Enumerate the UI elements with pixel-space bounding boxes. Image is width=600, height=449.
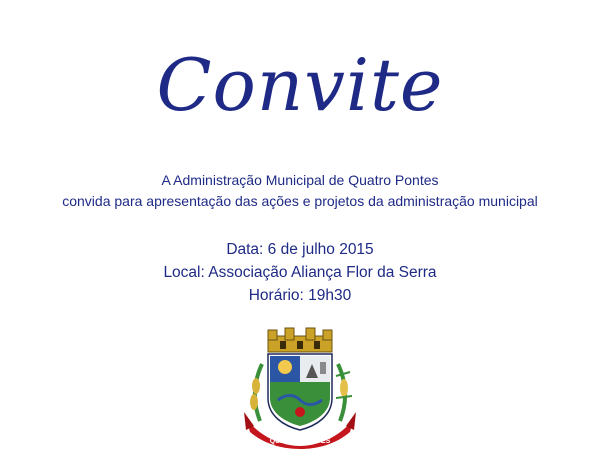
wheat-icon [250, 364, 262, 421]
event-location: Local: Associação Aliança Flor da Serra [163, 264, 437, 281]
crown-icon [268, 328, 332, 352]
municipal-crest-icon [240, 326, 360, 449]
intro-line-1: A Administração Municipal de Quatro Pontes [161, 172, 439, 188]
corn-icon [336, 364, 352, 421]
event-details [0, 238, 600, 307]
intro-line-2: convida para apresentação das ações e projetos da administração municipal [62, 193, 538, 209]
event-time: Horário: 19h30 [248, 287, 352, 304]
shield-icon [268, 354, 332, 430]
page-title: Convite [156, 43, 444, 127]
intro-text [0, 170, 600, 212]
event-date: Data: 6 de julho 2015 [226, 241, 374, 258]
crest-name-label: QUATRO PONTES [269, 438, 331, 445]
